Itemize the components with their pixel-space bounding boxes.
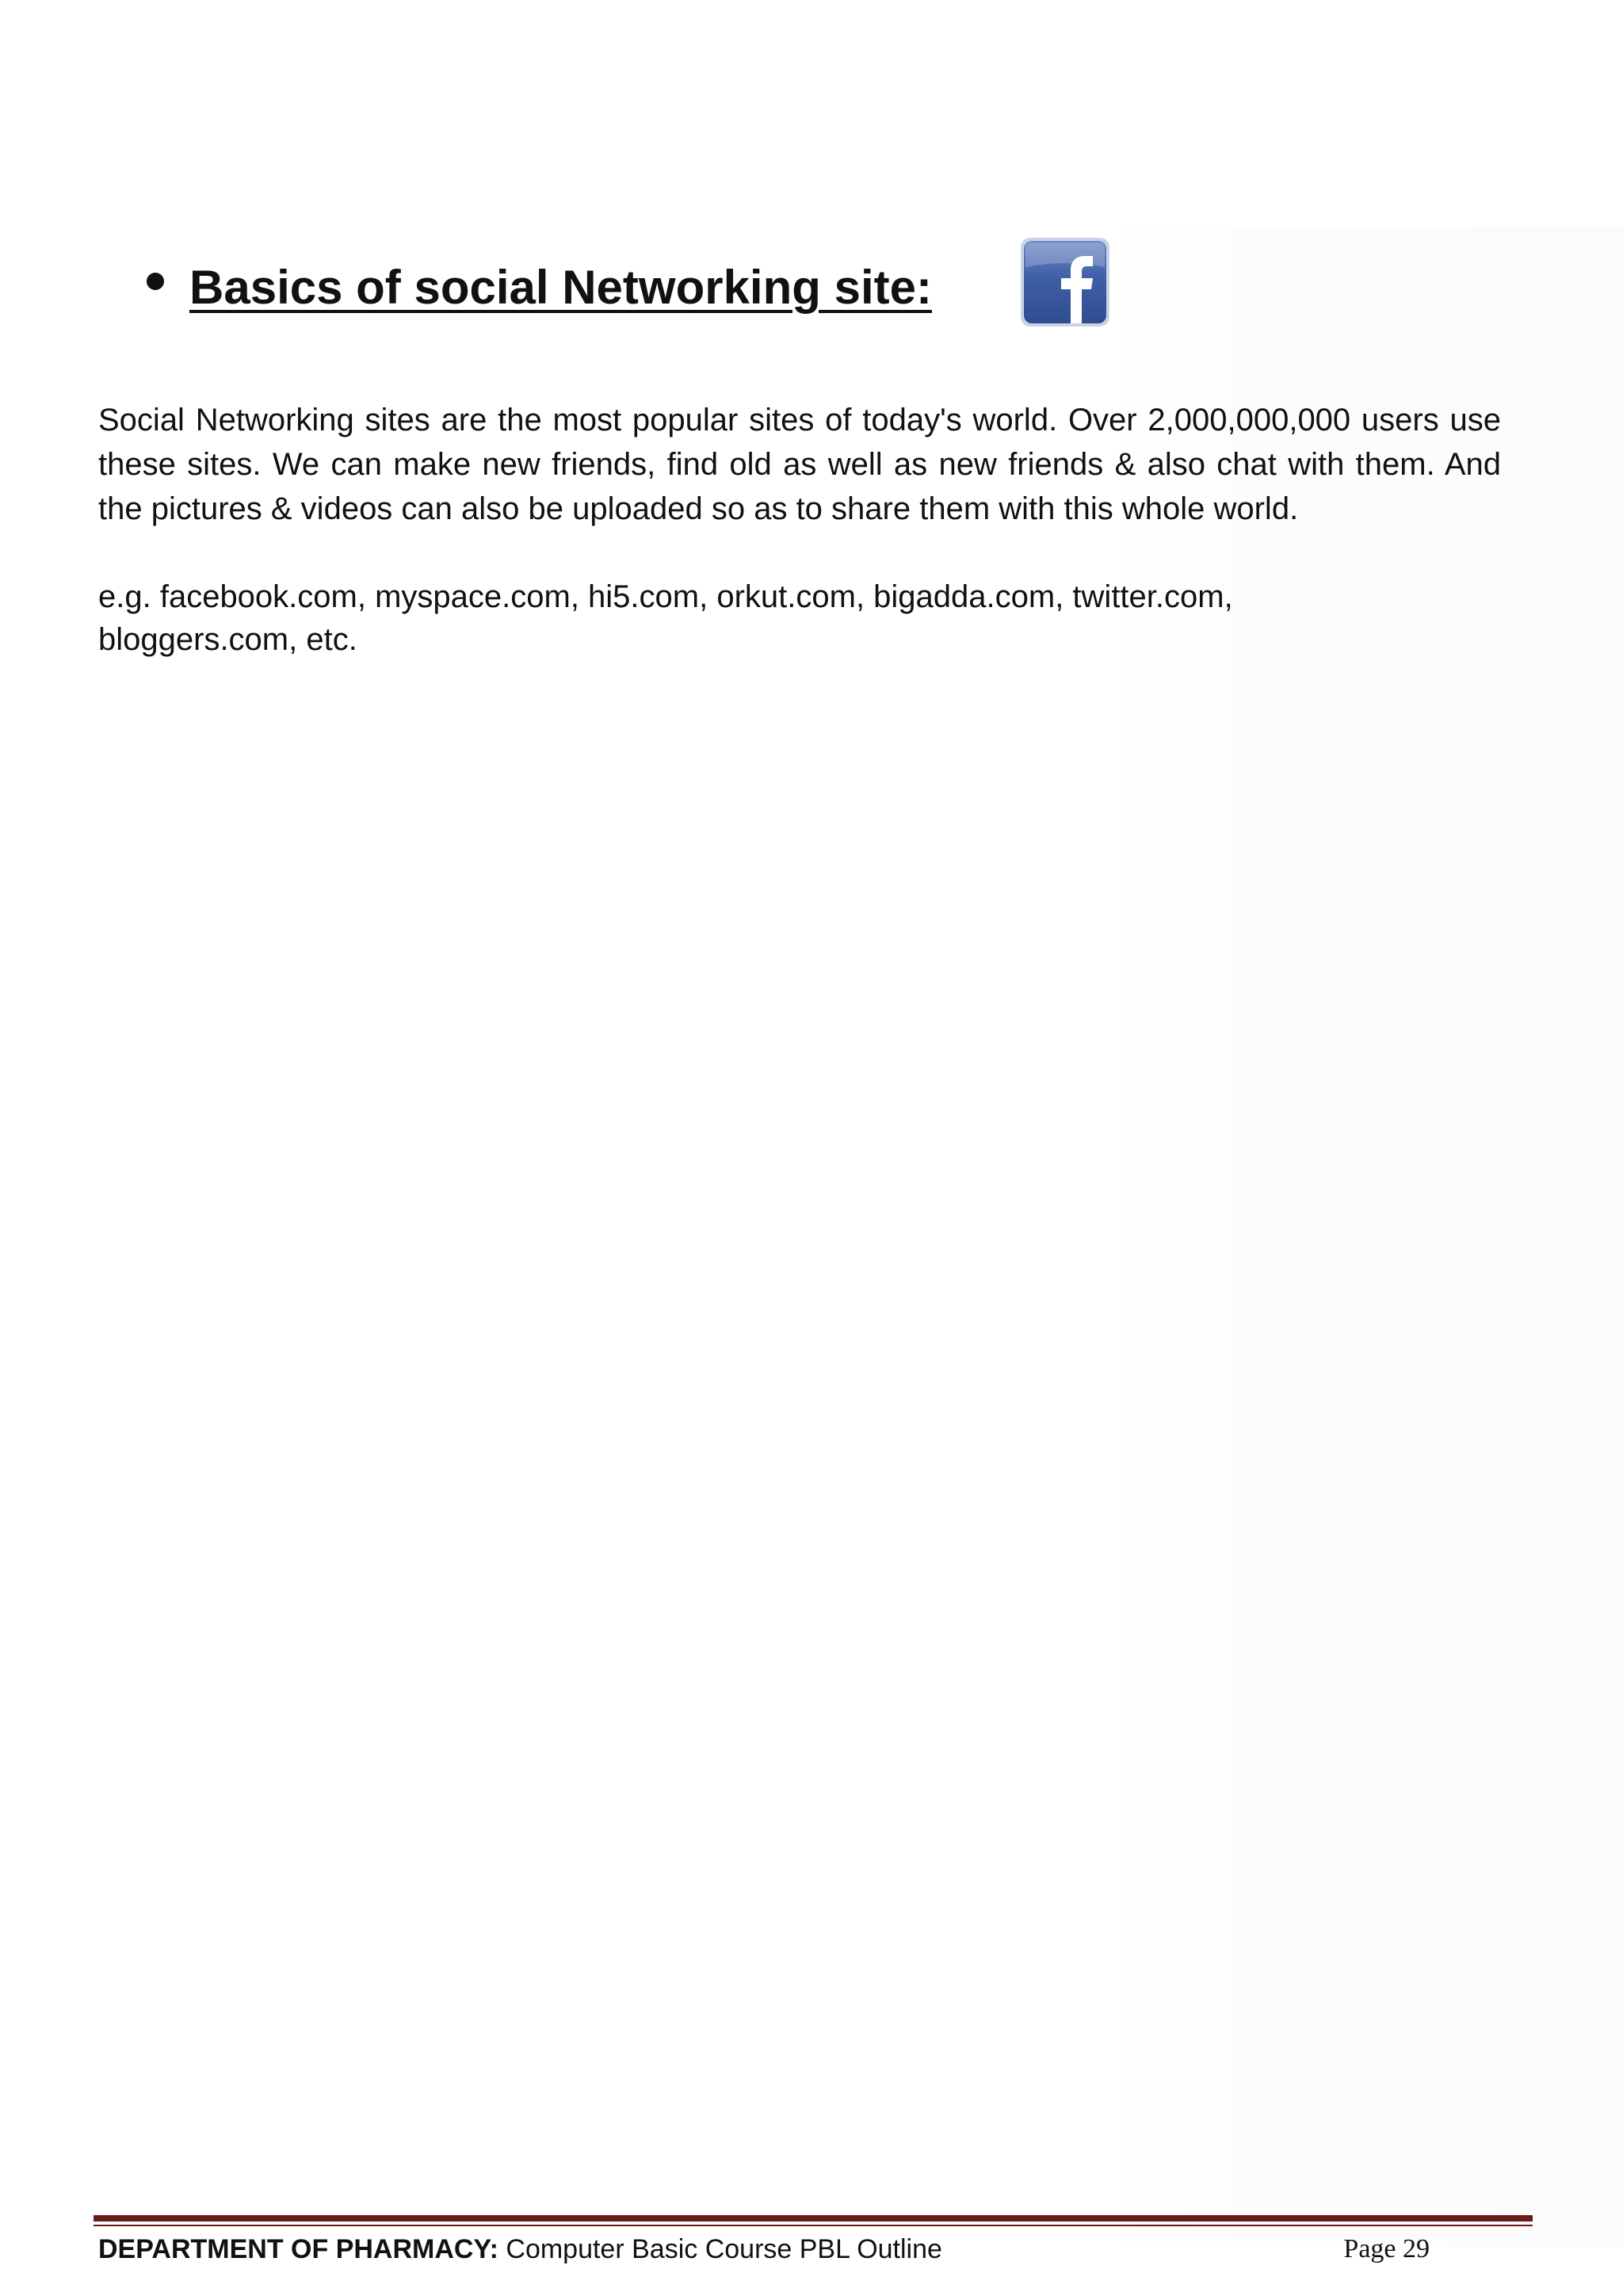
footer-department: DEPARTMENT OF PHARMACY: — [98, 2234, 498, 2264]
page-footer — [98, 2231, 1430, 2267]
examples-text: e.g. facebook.com, myspace.com, hi5.com, orkut.com, bigadda.com, twitter.com, bloggers.com, etc. — [98, 579, 1233, 657]
page-number: Page 29 — [1343, 2234, 1430, 2264]
intro-paragraph: Social Networking sites are the most popular sites of today's world. Over 2,000,000,000 users use these sites. We can make new friends, find old as well as new friends & also chat with them. And the pictures & videos can also be uploaded so as to share them with this whole world. — [98, 403, 1501, 526]
section-heading: Basics of social Networking site: — [189, 260, 932, 314]
bullet-icon — [147, 273, 164, 290]
footer-rule — [94, 2215, 1533, 2222]
footer-rule-thin — [94, 2225, 1533, 2226]
facebook-icon — [1018, 235, 1112, 329]
footer-course: Computer Basic Course PBL Outline — [498, 2234, 942, 2264]
section-heading-row — [147, 255, 932, 319]
